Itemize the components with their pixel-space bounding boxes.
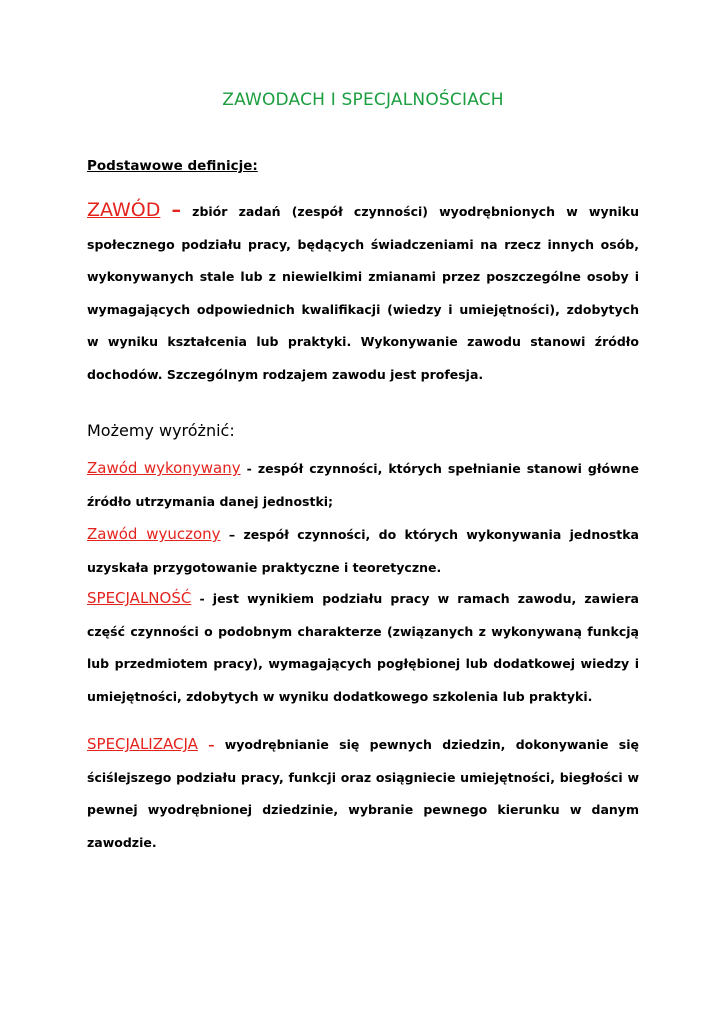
specjalizacja-definition — [87, 728, 639, 859]
page-title: ZAWODACH I SPECJALNOŚCIACH — [222, 90, 504, 110]
zawod-dash: – — [171, 199, 182, 221]
zawod-wykonywany-term: Zawód wykonywany — [87, 459, 241, 477]
zawod-text: zbiór zadań (zespół czynności) wyodrębnionych w wyniku społecznego podziału pracy, będących świadczeniami na rzecz innych osób, wykonywanych stale lub z niewielkimi zmianami przez poszczególne osoby i wymagających odpowiednich kwalifikacji (wiedzy i umiejętności), zdobytych w wyniku kształcenia lub praktyki. Wykonywanie zawodu stanowi źródło dochodów. Szczególnym rodzajem zawodu jest profesja. — [87, 204, 640, 382]
zawod-wykonywany-text: - zespół czynności, których spełnianie stanowi główne źródło utrzymania danej jednostki; — [87, 461, 639, 509]
zawod-definition — [87, 194, 639, 391]
specjalizacja-dash: – — [208, 737, 215, 752]
specjalnosc-term: SPECJALNOŚĆ — [87, 589, 192, 607]
zawod-wyuczony-term: Zawód wyuczony — [87, 525, 221, 543]
specjalizacja-term: SPECJALIZACJA — [87, 735, 198, 753]
zawod-wyuczony-definition — [87, 518, 639, 584]
zawod-wyuczony-text: – zespół czynności, do których wykonywania jednostka uzyskała przygotowanie praktyczne i teoretyczne. — [87, 527, 639, 575]
zawod-term: ZAWÓD — [87, 199, 161, 221]
mozemy-wyroznic-heading: Możemy wyróżnić: — [87, 421, 235, 440]
specjalnosc-text: - jest wynikiem podziału pracy w ramach zawodu, zawiera część czynności o podobnym charakterze (związanych z wykonywaną funkcją lub przedmiotem pracy), wymagających pogłębionej lub dodatkowej wiedzy i umiejętności, zdobytych w wyniku dodatkowego szkolenia lub praktyki. — [87, 591, 639, 704]
basic-definitions-heading: Podstawowe definicje: — [87, 158, 258, 174]
zawod-wykonywany-definition — [87, 452, 639, 518]
specjalnosc-definition — [87, 582, 639, 713]
specjalizacja-text: wyodrębnianie się pewnych dziedzin, dokonywanie się ściślejszego podziału pracy, funkcji oraz osiągniecie umiejętności, biegłości w pewnej wyodrębnionej dziedzinie, wybranie pewnego kierunku w danym zawodzie. — [87, 737, 639, 850]
